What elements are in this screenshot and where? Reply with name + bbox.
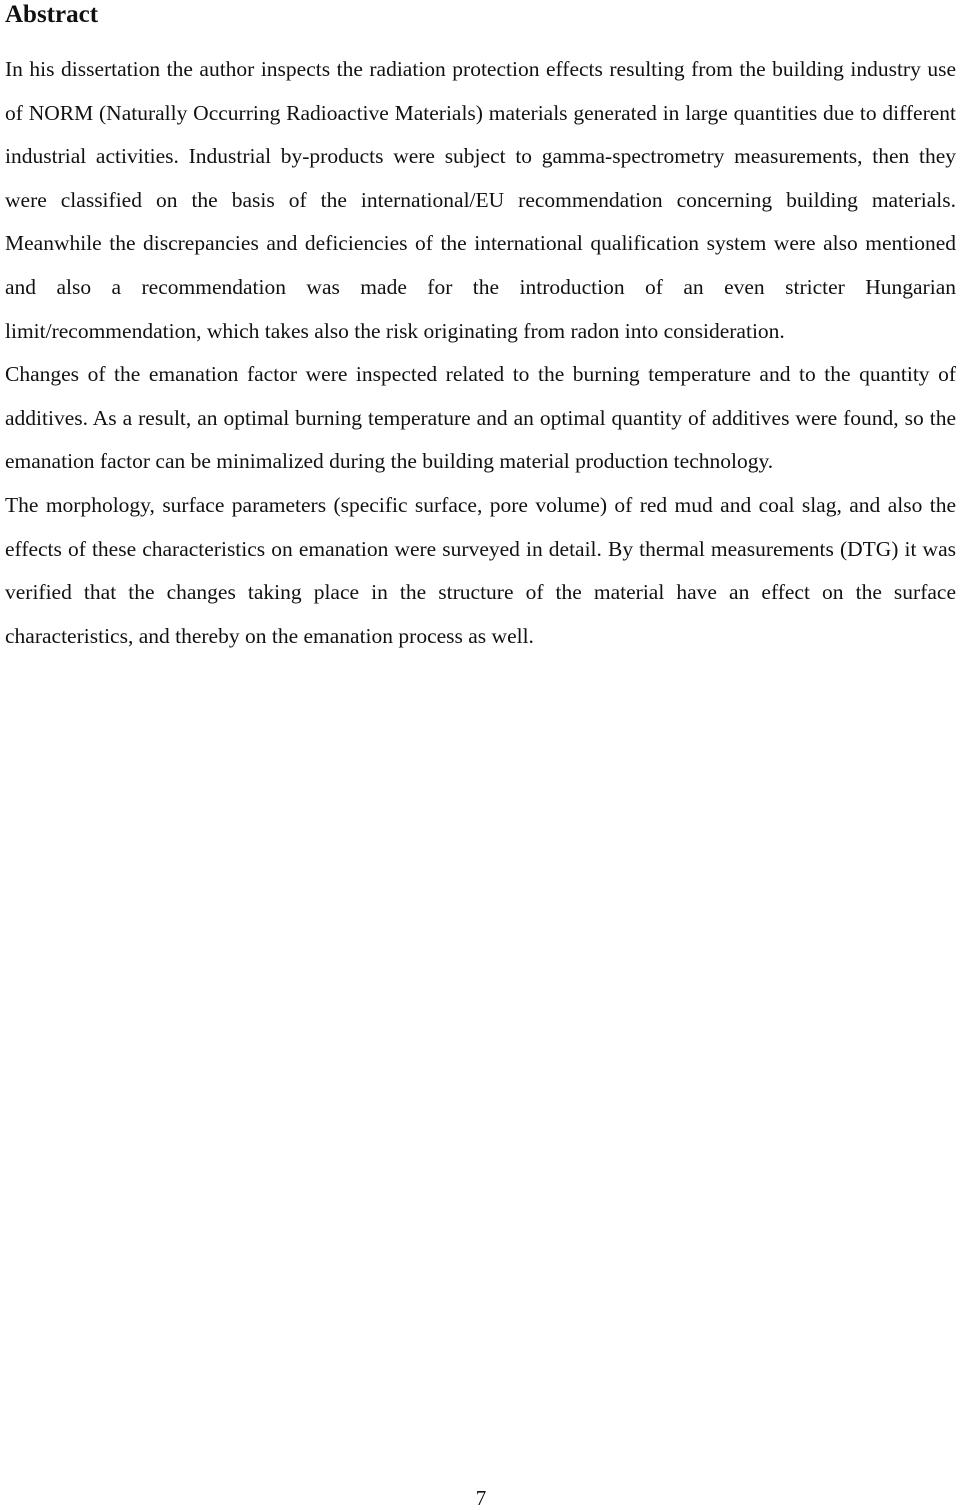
abstract-paragraph-2: Changes of the emanation factor were inspected related to the burning temperature and to the quantity of additives. As a result, an optimal burning temperature and an optimal quantity of additives were found, so the emanation factor can be minimalized during the building material production technology. bbox=[5, 362, 956, 474]
abstract-body bbox=[5, 48, 956, 658]
section-heading: Abstract bbox=[5, 1, 99, 28]
page-number: 7 bbox=[475, 1486, 487, 1510]
abstract-paragraph-3: The morphology, surface parameters (specific surface, pore volume) of red mud and coal slag, and also the effects of these characteristics on emanation were surveyed in detail. By thermal measurements (DTG) it was verified that the changes taking place in the structure of the material have an effect on the surface characteristics, and thereby on the emanation process as well. bbox=[5, 492, 956, 648]
abstract-paragraph-1: In his dissertation the author inspects the radiation protection effects resulting from the building industry use of NORM (Naturally Occurring Radioactive Materials) materials generated in large quantities due to different industrial activities. Industrial by-products were subject to gamma-spectrometry measurements, then they were classified on the basis of the international/EU recommendation concerning building materials. Meanwhile the discrepancies and deficiencies of the international qualification system were also mentioned and also a recommendation was made for the introduction of an even stricter Hungarian limit/recommendation, which takes also the risk originating from radon into consideration. bbox=[5, 57, 956, 343]
